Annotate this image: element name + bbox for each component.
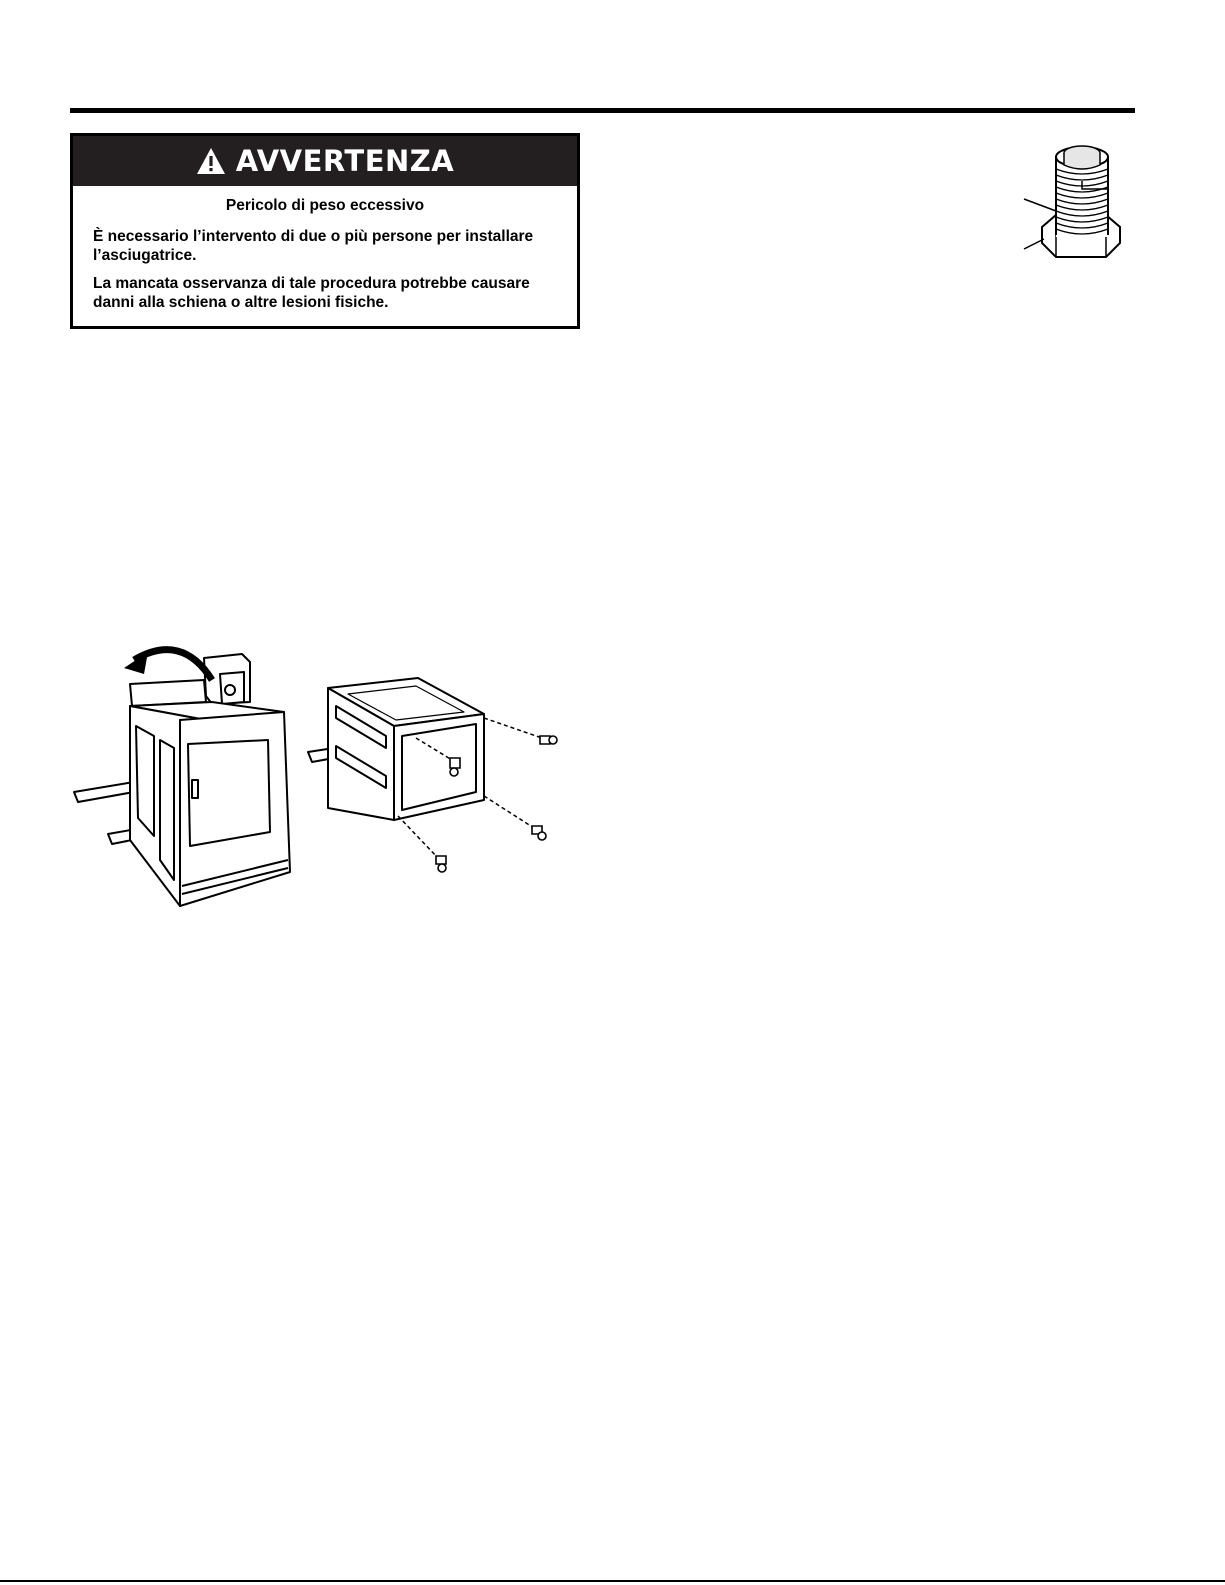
warning-paragraph-2: La mancata osservanza di tale procedura potrebbe causare danni alla schiena o altre lesioni fisiche.	[93, 275, 530, 311]
warning-header	[73, 136, 577, 186]
bottom-rule	[0, 1580, 1225, 1582]
warning-triangle-icon	[196, 147, 226, 175]
warning-subtitle: Pericolo di peso eccessivo	[225, 197, 425, 214]
warning-title: AVVERTENZA	[235, 144, 455, 178]
warning-paragraph-1: È necessario l’intervento di due o più persone per installare l’asciugatrice.	[93, 228, 534, 264]
dryer-installation-illustration	[72, 640, 562, 920]
leveling-foot-illustration	[1020, 135, 1130, 275]
warning-box	[70, 133, 580, 329]
top-rule	[70, 108, 1135, 113]
